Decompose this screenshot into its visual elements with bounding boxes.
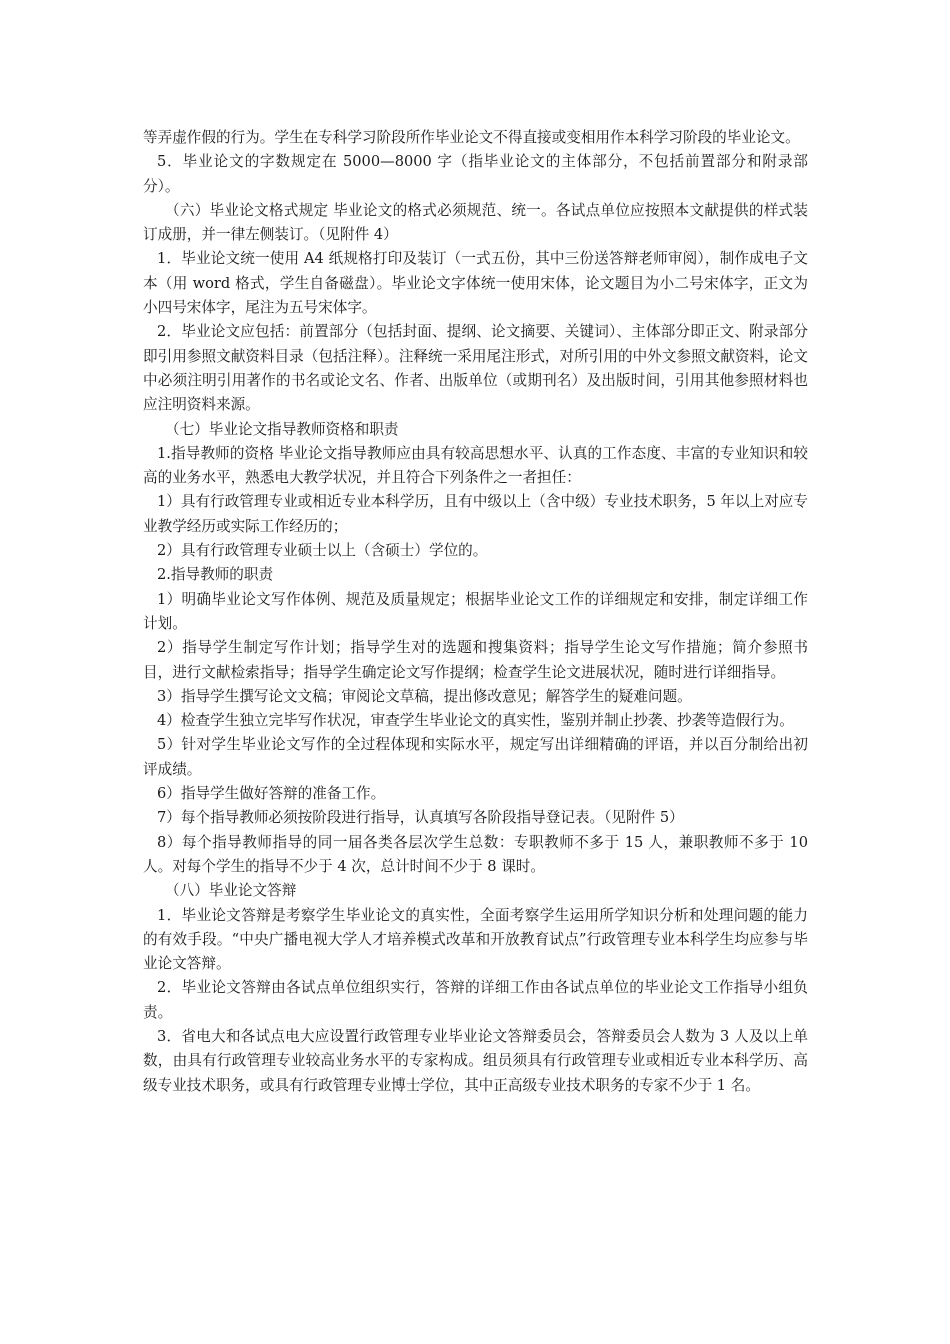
- paragraph-11: 1）明确毕业论文写作体例、规范及质量规定；根据毕业论文工作的详细规定和安排，制定详细工作计划。: [143, 590, 808, 632]
- document-page: [143, 126, 808, 1098]
- paragraph-5: 2．毕业论文应包括：前置部分（包括封面、提纲、论文摘要、关键词）、主体部分即正文、附录部分即引用参照文献资料目录（包括注释）。注释统一采用尾注形式，对所引用的中外文参照文献资料，论文中必须注明引用著作的书名或论文名、作者、出版单位（或期刊名）及出版时间，引用其他参照材料也应注明资料来源。: [143, 323, 808, 414]
- paragraph-12: 2）指导学生制定写作计划；指导学生对的选题和搜集资料；指导学生论文写作措施；简介参照书目，进行文献检索指导；指导学生确定论文写作提纲；检查学生论文进展状况，随时进行详细指导。: [143, 639, 808, 681]
- paragraph-17: 7）每个指导教师必须按阶段进行指导，认真填写各阶段指导登记表。（见附件 5）: [157, 809, 684, 827]
- paragraph-7: 1.指导教师的资格 毕业论文指导教师应由具有较高思想水平、认真的工作态度、丰富的专业知识和较高的业务水平，熟悉电大教学状况，并且符合下列条件之一者担任：: [143, 444, 808, 487]
- paragraph-10: 2.指导教师的职责: [157, 566, 274, 584]
- paragraph-20: 1．毕业论文答辩是考察学生毕业论文的真实性，全面考察学生运用所学知识分析和处理问题的能力的有效手段。“中央广播电视大学人才培养模式改革和开放教育试点”行政管理专业本科学生均应参与毕业论文答辩。: [143, 906, 808, 973]
- paragraph-4: 1．毕业论文统一使用 A4 纸规格打印及装订（一式五份，其中三份送答辩老师审阅），制作成电子文本（用 word 格式，学生自备磁盘）。毕业论文字体统一使用宋体，论文题目为小二号宋体字，正文为小四号宋体字，尾注为五号宋体字。: [143, 250, 808, 317]
- paragraph-1: 等弄虚作假的行为。学生在专科学习阶段所作毕业论文不得直接或变相用作本科学习阶段的毕业论文。: [143, 129, 800, 146]
- paragraph-8: 1）具有行政管理专业或相近专业本科学历，且有中级以上（含中级）专业技术职务，5 年以上对应专业教学经历或实际工作经历的；: [143, 493, 808, 535]
- paragraph-18: 8）每个指导教师指导的同一届各类各层次学生总数：专职教师不多于 15 人，兼职教师不多于 10 人。对每个学生的指导不少于 4 次，总计时间不少于 8 课时。: [143, 833, 808, 875]
- section-6-heading: （六）毕业论文格式规定 毕业论文的格式必须规范、统一。各试点单位应按照本文献提供的样式装订成册，并一律左侧装订。（见附件 4）: [143, 201, 808, 244]
- paragraph-22: 3．省电大和各试点电大应设置行政管理专业毕业论文答辩委员会，答辩委员会人数为 3 人及以上单数，由具有行政管理专业较高业务水平的专家构成。组员须具有行政管理专业或相近专业本科学历、高级专业技术职务，或具有行政管理专业博士学位，其中正高级专业技术职务的专家不少于 1 名。: [143, 1027, 808, 1094]
- paragraph-21: 2．毕业论文答辩由各试点单位组织实行，答辩的详细工作由各试点单位的毕业论文工作指导小组负责。: [143, 979, 808, 1021]
- section-8-heading: （八）毕业论文答辩: [165, 882, 297, 900]
- paragraph-16: 6）指导学生做好答辩的准备工作。: [157, 785, 386, 803]
- paragraph-14: 4）检查学生独立完毕写作状况，审查学生毕业论文的真实性，鉴别并制止抄袭、抄袭等造假行为。: [157, 712, 794, 730]
- paragraph-13: 3）指导学生撰写论文文稿；审阅论文草稿，提出修改意见；解答学生的疑难问题。: [157, 687, 692, 705]
- paragraph-9: 2）具有行政管理专业硕士以上（含硕士）学位的。: [157, 542, 488, 560]
- paragraph-15: 5）针对学生毕业论文写作的全过程体现和实际水平，规定写出详细精确的评语，并以百分制给出初评成绩。: [143, 736, 808, 778]
- section-7-heading: （七）毕业论文指导教师资格和职责: [165, 420, 399, 438]
- paragraph-2: 5．毕业论文的字数规定在 5000—8000 字（指毕业论文的主体部分，不包括前置部分和附录部分）。: [143, 153, 808, 195]
